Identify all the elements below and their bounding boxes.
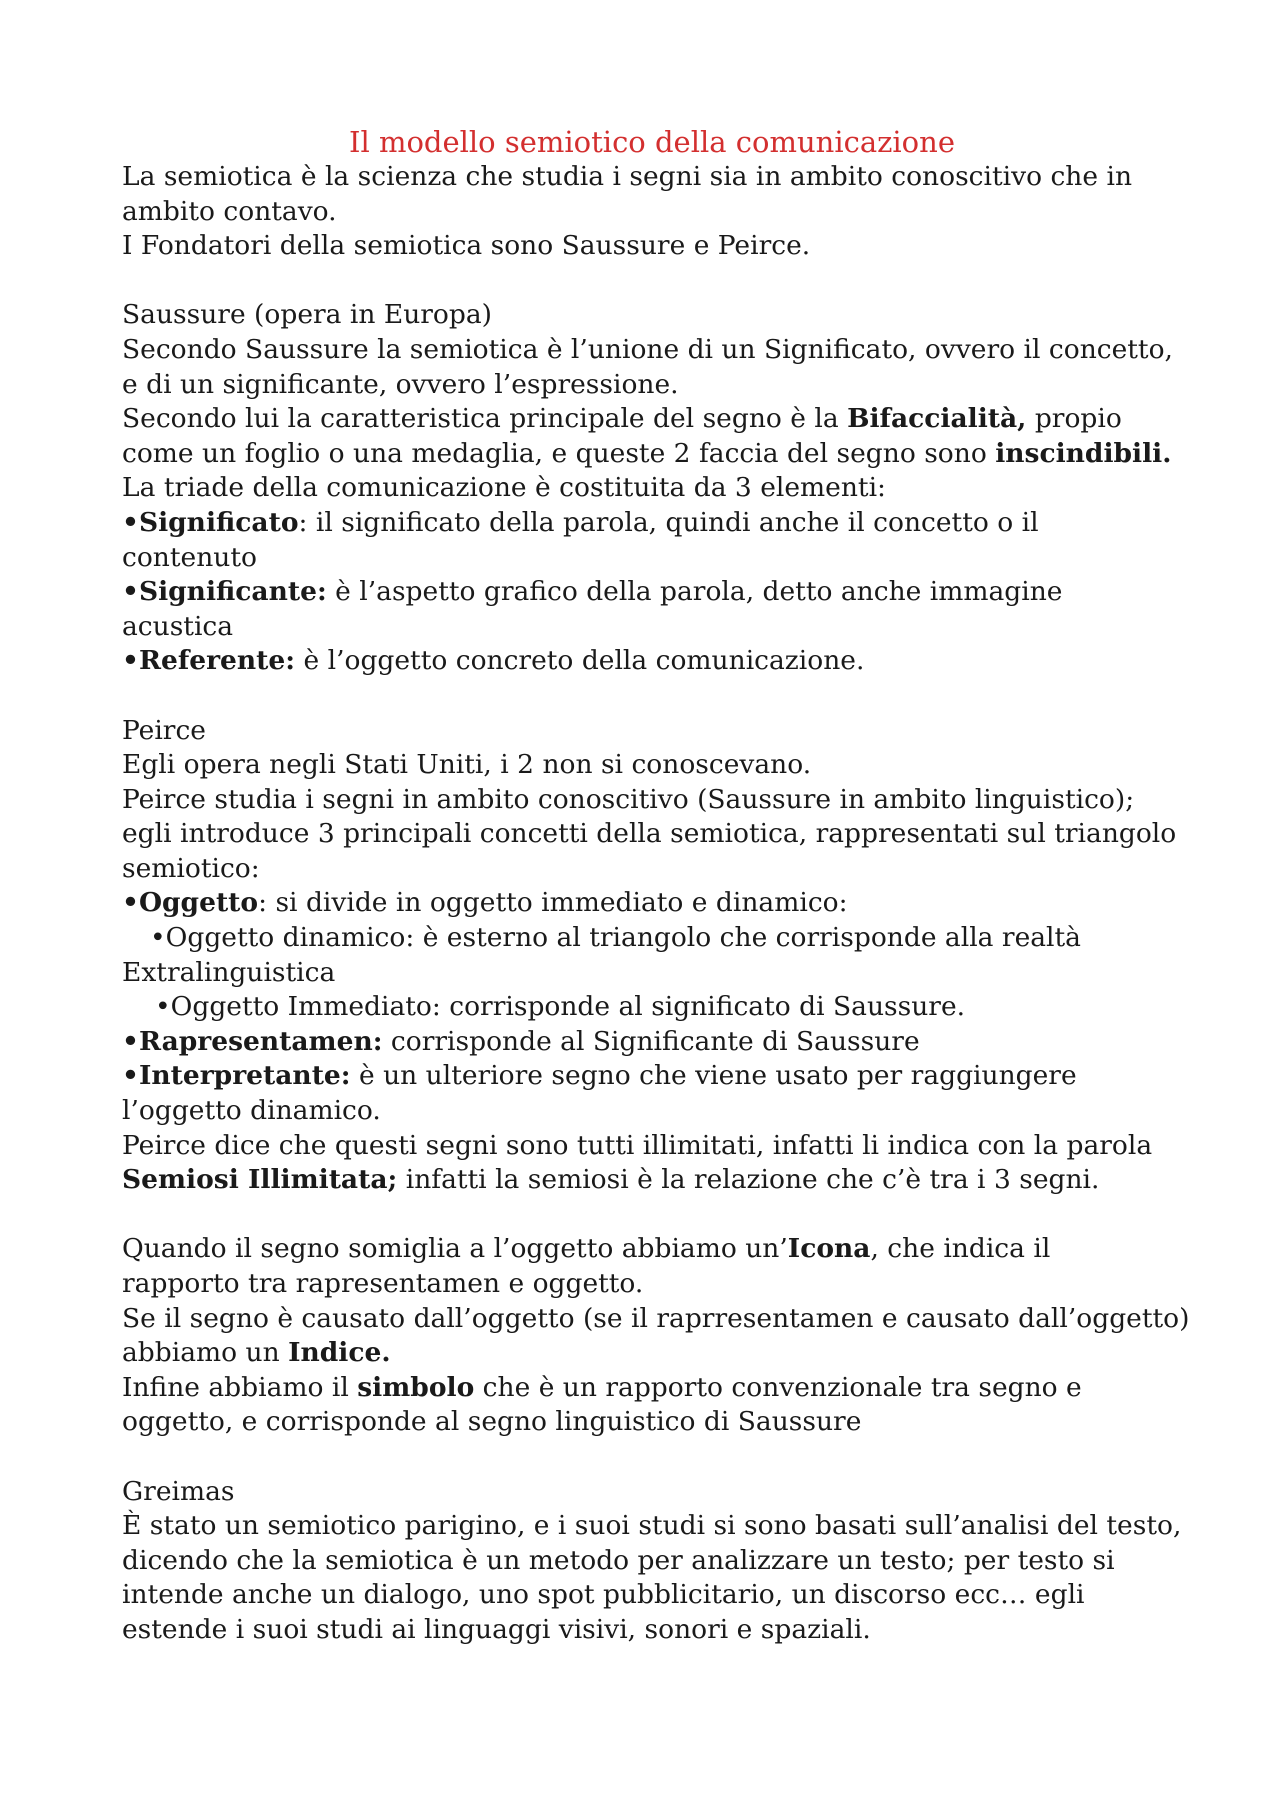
text-line: I Fondatori della semiotica sono Saussure e Peirce. xyxy=(122,230,811,262)
sub-bullet-item: •Oggetto Immediato: corrisponde al significato di Saussure. xyxy=(155,991,966,1023)
bullet-term: •Rapresentamen: xyxy=(122,1025,383,1057)
text-line: e di un significante, ovvero l’espressione. xyxy=(122,368,679,400)
greimas-section xyxy=(122,1475,1182,1648)
text-span: , che indica il xyxy=(870,1233,1051,1265)
text-line: estende i suoi studi ai linguaggi visivi, sonori e spaziali. xyxy=(122,1613,871,1645)
text-line: La triade della comunicazione è costituita da 3 elementi: xyxy=(122,472,886,504)
text-span: propio xyxy=(1026,403,1122,435)
text-line: oggetto, e corrisponde al segno linguistico di Saussure xyxy=(122,1406,862,1438)
spacer xyxy=(122,264,1182,299)
text-line: Egli opera negli Stati Uniti, i 2 non si conoscevano. xyxy=(122,749,812,781)
text-span: Secondo lui la caratteristica principale del segno è la xyxy=(122,403,848,435)
signs-section xyxy=(122,1232,1190,1440)
text-span: Infine abbiamo il xyxy=(122,1371,358,1403)
text-span: è un ulteriore segno che viene usato per raggiungere xyxy=(350,1060,1077,1092)
bold-term: inscindibili. xyxy=(995,437,1172,469)
text-line: Peirce dice che questi segni sono tutti illimitati, infatti li indica con la parola xyxy=(122,1129,1153,1161)
text-line xyxy=(122,402,1182,437)
text-span: abbiamo un xyxy=(122,1337,289,1369)
text-span: come un foglio o una medaglia, e queste 2 faccia del segno sono xyxy=(122,437,996,469)
bullet-item xyxy=(122,575,1182,610)
bullet-item xyxy=(122,886,1182,921)
peirce-section xyxy=(122,714,1182,1198)
text-span: è l’aspetto grafico della parola, detto anche immagine xyxy=(326,576,1063,608)
text-line xyxy=(122,1163,1182,1198)
text-line: contenuto xyxy=(122,541,257,573)
bullet-term: •Referente: xyxy=(122,645,296,677)
text-span: corrisponde al Significante di Saussure xyxy=(382,1025,920,1057)
bold-term: simbolo xyxy=(357,1371,475,1403)
text-span: : il significato della parola, quindi anche il concetto o il xyxy=(298,506,1039,538)
section-heading-peirce: Peirce xyxy=(122,714,206,746)
bullet-term: •Oggetto xyxy=(122,887,259,919)
text-span: che è un rapporto convenzionale tra segno e xyxy=(474,1371,1082,1403)
text-line: Peirce studia i segni in ambito conoscitivo (Saussure in ambito linguistico); xyxy=(122,783,1135,815)
bold-term: Bifaccialità, xyxy=(847,403,1027,435)
text-span: : si divide in oggetto immediato e dinamico: xyxy=(258,887,848,919)
text-line xyxy=(122,1371,1182,1406)
text-line: È stato un semiotico parigino, e i suoi studi si sono basati sull’analisi del testo, xyxy=(122,1510,1182,1542)
bullet-term: •Significato xyxy=(122,506,299,538)
text-line: ambito contavo. xyxy=(122,195,337,227)
section-heading-saussure: Saussure (opera in Europa) xyxy=(122,299,492,331)
text-line: dicendo che la semiotica è un metodo per analizzare un testo; per testo si xyxy=(122,1544,1115,1576)
text-span: infatti la semiosi è la relazione che c’è tra i 3 segni. xyxy=(397,1164,1100,1196)
text-span: Quando il segno somiglia a l’oggetto abbiamo un’ xyxy=(122,1233,788,1265)
sub-bullet-item: •Oggetto dinamico: è esterno al triangolo che corrisponde alla realtà xyxy=(150,922,1081,954)
text-line: Secondo Saussure la semiotica è l’unione di un Significato, ovvero il concetto, xyxy=(122,333,1173,365)
bullet-item xyxy=(122,1059,1182,1094)
bullet-term: •Significante: xyxy=(122,576,327,608)
spacer xyxy=(122,1198,1182,1233)
document-body xyxy=(122,124,1190,1648)
text-line: acustica xyxy=(122,610,234,642)
text-line: l’oggetto dinamico. xyxy=(122,1095,381,1127)
intro-section xyxy=(122,160,1182,264)
bullet-item xyxy=(122,644,1182,679)
text-line: egli introduce 3 principali concetti della semiotica, rappresentati sul triangolo xyxy=(122,818,1177,850)
spacer xyxy=(122,1440,1182,1475)
saussure-section xyxy=(122,298,1182,679)
text-line xyxy=(122,437,1182,472)
text-line: semiotico: xyxy=(122,852,260,884)
bullet-item xyxy=(122,506,1182,541)
text-line xyxy=(122,1336,1182,1371)
bullet-item xyxy=(122,1025,1182,1060)
bold-term: Icona xyxy=(787,1233,871,1265)
text-line: intende anche un dialogo, uno spot pubblicitario, un discorso ecc… egli xyxy=(122,1579,1085,1611)
text-line: Se il segno è causato dall’oggetto (se il raprresentamen e causato dall’oggetto) xyxy=(122,1302,1190,1334)
page-title: Il modello semiotico della comunicazione xyxy=(349,125,955,159)
text-line xyxy=(122,1232,1182,1267)
text-line: La semiotica è la scienza che studia i segni sia in ambito conoscitivo che in xyxy=(122,161,1133,192)
text-span: è l’oggetto concreto della comunicazione. xyxy=(295,645,865,677)
spacer xyxy=(122,679,1182,714)
text-line: rapporto tra rapresentamen e oggetto. xyxy=(122,1268,644,1299)
section-heading-greimas: Greimas xyxy=(122,1475,235,1507)
text-line: Extralinguistica xyxy=(122,956,336,988)
bold-term: Indice. xyxy=(288,1337,391,1369)
bullet-term: •Interpretante: xyxy=(122,1060,351,1092)
bold-term: Semiosi Illimitata; xyxy=(122,1164,398,1196)
